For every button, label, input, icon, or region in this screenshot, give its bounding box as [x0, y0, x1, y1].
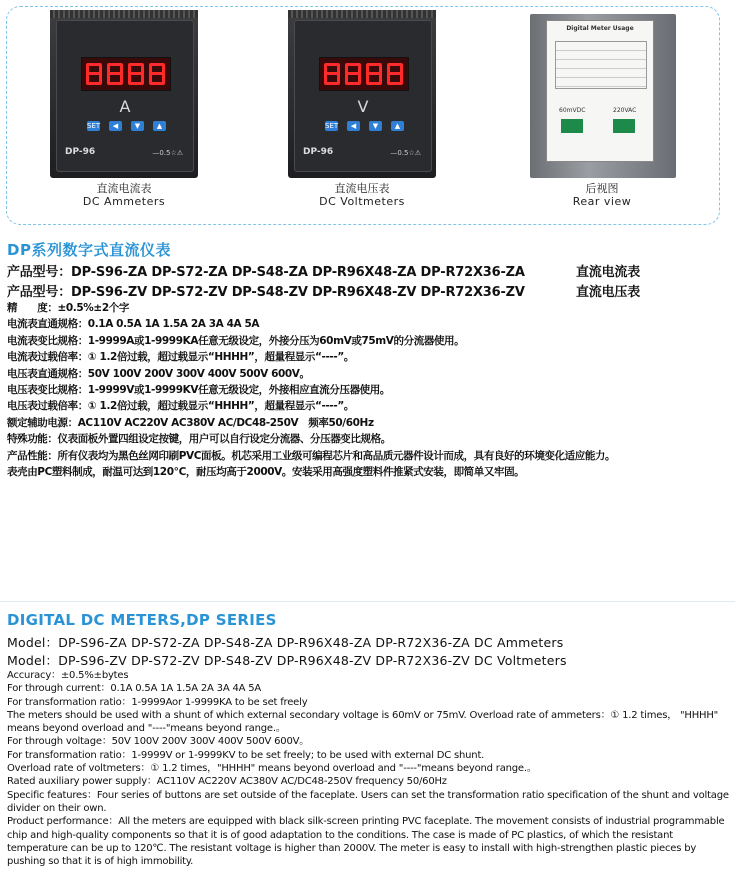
cn-spec-accuracy: 精 度：±0.5%±2个字 [7, 302, 129, 314]
caption-en: DC Voltmeters [319, 195, 405, 208]
en-section-title: DIGITAL DC METERS,DP SERIES [7, 611, 277, 629]
rear-usage-label [546, 20, 654, 162]
cn-model-ammeters-type: 直流电流表 [576, 265, 641, 280]
en-spec-list [7, 669, 733, 868]
left-key: ◀ [347, 121, 360, 131]
en-spec-current-direct: For through current：0.1A 0.5A 1A 1.5A 2A 3A 4A 5A [7, 683, 262, 695]
face-model: DP-96 [65, 147, 96, 157]
caption-en: DC Ammeters [82, 195, 166, 208]
en-model-voltmeters: Model：DP-S96-ZV DP-S72-ZV DP-S48-ZV DP-R96X48-ZV DP-R72X36-ZV DC Voltmeters [7, 653, 567, 668]
cn-spec-voltage-overload: 电压表过载倍率：① 1.2倍过载，超过载显示“HHHH”，超量程显示“----”。 [7, 400, 354, 413]
led-display [81, 57, 171, 91]
terminal-block-right [613, 119, 635, 133]
en-spec-voltage-overload: Overload rate of voltmeters：① 1.2 times，"HHHH" means beyond overload and "----"means beyond range.。 [7, 763, 537, 775]
cn-spec-case: 表壳由PC塑料制成，耐温可达到120℃，耐压均高于2000V。安装采用高强度塑料件推紧式安装，即简单又牢固。 [7, 466, 525, 479]
set-key: SET [325, 122, 339, 130]
cn-model-ammeters [7, 261, 641, 280]
cn-spec-voltage-direct: 电压表直通规格：50V 100V 200V 300V 400V 500V 600V。 [7, 367, 310, 380]
product-rear-view [516, 10, 688, 208]
en-model-ammeters: Model：DP-S96-ZA DP-S72-ZA DP-S48-ZA DP-R96X48-ZA DP-R72X36-ZA DC Ammeters [7, 635, 564, 650]
up-key: ▲ [391, 121, 404, 131]
terminal-label-right: 220VAC [613, 107, 637, 114]
en-spec-performance: Product performance：All the meters are equipped with black silk-screen printing PVC faceplate. The movement consists of industrial programmable chip and high-quality components so that it is of good adaptation to the conditions. The case is made of PC plastics, of which the resistant temperature can be up to 120℃. The resistant voltage is higher than 2000V. The meter is easy to install with high-strengthen plastic pieces by pushing so that it is of high immobility. [7, 816, 725, 868]
caption-cn: 后视图 [585, 182, 619, 195]
face-accuracy: —0.5☆⚠ [390, 149, 421, 157]
product-voltmeter [276, 10, 448, 208]
cn-spec-current-overload: 电流表过载倍率：① 1.2倍过载，超过载显示“HHHH”，超量程显示“----”。 [7, 351, 354, 364]
en-spec-power-supply: Rated auxiliary power supply：AC110V AC220V AC380V AC/DC48-250V frequency 50/60Hz [7, 776, 447, 788]
left-key: ◀ [109, 121, 122, 131]
en-spec-shunt-overload: The meters should be used with a shunt of which external secondary voltage is 60mV or 75mV. Overload rate of ammeters：① 1.2 times， "HHHH" means beyond overload and "----"means beyond range.。 [7, 709, 719, 735]
display-unit: A [119, 97, 131, 116]
down-key: ▼ [369, 121, 382, 131]
terminal-block-left [561, 119, 583, 133]
caption-cn: 直流电流表 [96, 182, 152, 195]
cn-spec-power-supply: 额定辅助电源：AC110V AC220V AC380V AC/DC48-250V 频率50/60Hz [7, 416, 374, 429]
cn-model-ammeters-text: 产品型号：DP-S96-ZA DP-S72-ZA DP-S48-ZA DP-R96X48-ZA DP-R72X36-ZA [7, 265, 525, 280]
product-ammeter [38, 10, 210, 208]
cn-model-voltmeters-type: 直流电压表 [576, 285, 641, 300]
en-spec-current-ratio: For transformation ratio：1-9999Aor 1-9999KA to be set freely [7, 696, 308, 708]
face-accuracy: —0.5☆⚠ [152, 149, 183, 157]
face-model: DP-96 [303, 147, 334, 157]
ammeter-photo [48, 10, 200, 180]
cn-section-title: DP系列数字式直流仪表 [7, 241, 171, 259]
cn-spec-list [7, 300, 732, 480]
up-key: ▲ [153, 121, 166, 131]
display-unit: V [357, 97, 369, 116]
caption-en: Rear view [572, 195, 632, 208]
down-key: ▼ [131, 121, 144, 131]
cn-spec-voltage-ratio: 电压表变比规格：1-9999V或1-9999KV任意无级设定，外接相应直流分压器使用。 [7, 384, 390, 397]
terminal-label-left: 60mVDC [559, 107, 586, 114]
cn-model-voltmeters-text: 产品型号：DP-S96-ZV DP-S72-ZV DP-S48-ZV DP-R96X48-ZV DP-R72X36-ZV [7, 285, 525, 300]
cn-spec-current-ratio: 电流表变比规格：1-9999A或1-9999KA任意无级设定，外接分压为60mV或75mV的分流器使用。 [7, 334, 465, 347]
en-spec-voltage-direct: For through voltage：50V 100V 200V 300V 400V 500V 600V。 [7, 736, 310, 748]
en-spec-voltage-ratio: For transformation ratio：1-9999V or 1-9999KV to be set freely; to be used with external DC shunt. [7, 749, 485, 761]
rear-label-title: Digital Meter Usage [566, 25, 634, 32]
en-spec-features: Specific features：Four series of buttons are set outside of the faceplate. Users can set the transformation ratio specification of the shunt and voltage divider on their own. [7, 789, 729, 814]
cn-spec-features: 特殊功能：仪表面板外置四组设定按键，用户可以自行设定分流器、分压器变比规格。 [7, 433, 391, 446]
set-key: SET [87, 122, 101, 130]
caption-cn: 直流电压表 [334, 182, 390, 195]
en-spec-accuracy: Accuracy：±0.5%±bytes [7, 670, 129, 681]
cn-spec-performance: 产品性能：所有仪表均为黑色丝网印刷PVC面板。机芯采用工业级可编程芯片和高品质元器件设计而成，具有良好的环境变化适应能力。 [7, 449, 616, 462]
cn-spec-current-direct: 电流表直通规格：0.1A 0.5A 1A 1.5A 2A 3A 4A 5A [7, 318, 260, 331]
cn-model-voltmeters [7, 281, 641, 300]
led-display [319, 57, 409, 91]
voltmeter-photo [286, 10, 438, 180]
rear-view-photo [526, 10, 678, 180]
section-divider [0, 601, 735, 602]
